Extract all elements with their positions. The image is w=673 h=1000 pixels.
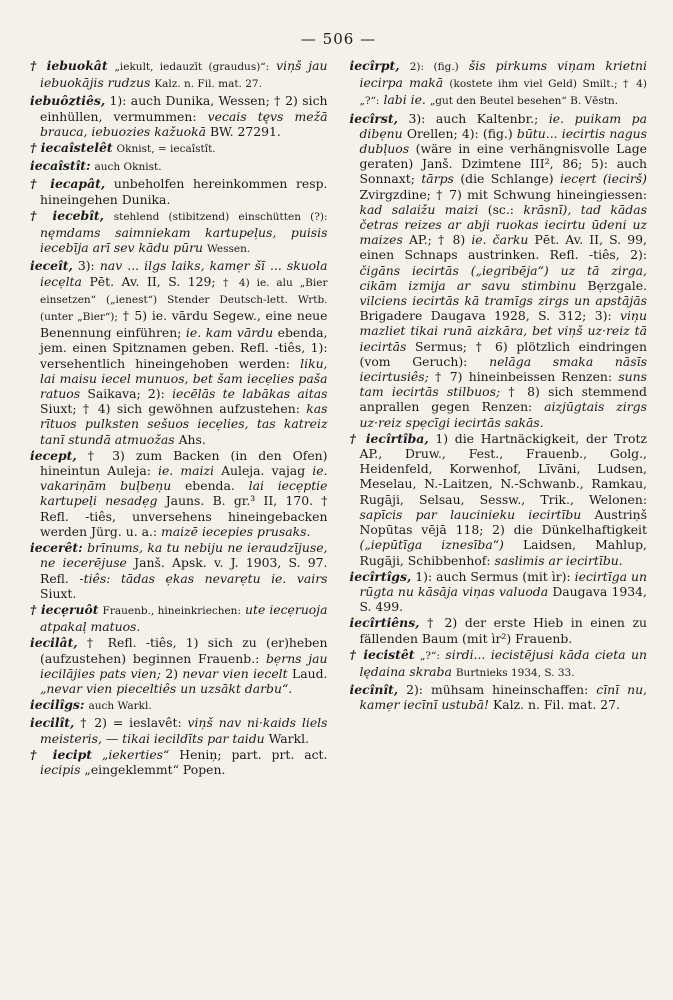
example-text: nav ... ilgs laiks, kamẹr šī ... skuola iecẹlta — [40, 258, 328, 289]
example-text: ie. maizi — [158, 463, 214, 479]
entry-headword: † iecebît, — [30, 207, 104, 223]
definition-text: „eingeklemmt“ Popen. — [84, 761, 226, 777]
example-text: („iepūtīga iznesība“) — [359, 537, 504, 553]
definition-text: Heniņ; part. prt. act. — [179, 746, 328, 762]
definition-text: auch Warkl. — [88, 700, 152, 713]
dictionary-entry — [30, 635, 328, 696]
dictionary-entry — [30, 540, 328, 601]
definition-text: Auleja. vajag — [221, 463, 306, 479]
definition-text: Bẹrzgale. — [587, 277, 647, 293]
example-text: ie. kam vārdu — [185, 325, 274, 341]
definition-text: Saikava; 2): — [87, 386, 165, 402]
example-text: bẹrns jau iecilājies pats vien; — [40, 650, 328, 681]
definition-text: Siuxt. — [40, 585, 77, 601]
example-text: būtu... iecirtis nagus dubļuos — [359, 125, 647, 157]
definition-text: Brigadere Daugava 1928, S. 312; 3): — [359, 308, 612, 324]
entry-headword: iecerêt: — [30, 540, 83, 556]
dictionary-entry — [30, 258, 328, 446]
dictionary-entry — [350, 431, 648, 568]
example-text: nevar vien iecelt — [182, 665, 288, 681]
definition-text: 3): — [77, 258, 95, 274]
entry-headword: ieceît, — [30, 258, 73, 274]
dictionary-entry — [30, 448, 328, 539]
example-text: ie. puikam pa dibẹnu — [359, 110, 647, 141]
dictionary-entry — [350, 111, 648, 430]
dictionary-entry — [350, 647, 648, 681]
example-text: „iekerties“ — [101, 746, 170, 762]
example-text: nelāga smaka nāsīs iecirtusiês; — [359, 353, 647, 385]
definition-text: „gut den Beutel besehen“ B. Vēstn. — [429, 95, 619, 108]
definition-text: Daugava 1934, S. 499. — [359, 583, 647, 615]
entry-headword: † iecaîstelêt — [30, 140, 113, 156]
example-text: viņš nav ni·kaids liels meisteris, — tikai iecildīts par taidu — [40, 715, 328, 746]
example-text: tārps — [421, 171, 454, 187]
entry-headword: † iecapât, — [30, 176, 106, 192]
definition-text: Laidsen, Mahlup, Rugāji, Schibbenhof: — [359, 537, 647, 568]
definition-text: Pēt. Av. II, S. 129; — [89, 273, 216, 289]
definition-text: † 7) hineinbeissen Renzen: — [435, 369, 613, 385]
definition-text: (kostete ihm viel Geld) Smilt.; † 4) „?“: — [359, 78, 647, 108]
definition-text: † 2) der erste Hieb in einen zu fällenden Baum (mit ìr²) Frauenb. — [359, 615, 647, 646]
example-text: lai iecẹptie kartupeļi nesadẹg — [40, 478, 328, 509]
definition-text: 3): auch Kaltenbr.; — [408, 110, 539, 126]
dictionary-entry — [30, 176, 328, 206]
definition-text: unbeholfen hereinkommen resp. hineingehen Dunika. — [40, 176, 328, 207]
example-text: ie. čarku — [471, 232, 529, 248]
definition-text: Frauenb., hineinkriechen: — [102, 604, 241, 617]
definition-text: Ahs. — [178, 431, 206, 447]
definition-text: Sermus; † 6) plötzlich eindringen (vom Geruch): — [359, 338, 647, 369]
definition-text: Zvirgzdine; † 7) mit Schwung hineingiessen: — [359, 186, 647, 202]
definition-text: † 8) sich stemmend anprallen gegen Renzen: — [359, 384, 647, 415]
example-text: viņš jau iebuokājis rudzus — [40, 58, 328, 91]
definition-text: ebenda. — [184, 478, 235, 494]
entry-headword: † iebuokât — [30, 58, 108, 73]
definition-text: (die Schlange) — [460, 171, 554, 187]
right-column — [350, 58, 648, 778]
definition-text: † 4) ie. alu „Bier einsetzen“ („ienest“) Stender Deutsch-lett. Wrtb. (unter „Bier“); — [40, 276, 328, 324]
definition-text: Wessen. — [207, 243, 251, 256]
definition-text: Jauns. B. gr.³ II, 170. † Refl. -tiês, unversehens hineingebacken werden Jürg. u. a.: — [40, 493, 328, 539]
dictionary-entry — [30, 747, 328, 777]
definition-text: 2): mühsam hineinschaffen: — [406, 682, 589, 698]
example-text: ute iecẹruoja atpakaļ matuos. — [40, 601, 328, 635]
example-text: „nevar vien pieceltiês un uzsākt darbu“. — [40, 680, 293, 696]
dictionary-entry — [30, 602, 328, 634]
definition-text: Orellen; 4): (fig.) — [406, 125, 513, 141]
entry-headword: iecept, — [30, 447, 77, 463]
entry-headword: iecilîgs: — [30, 697, 85, 713]
dictionary-entry — [30, 58, 328, 92]
entry-headword: † iecipt — [30, 746, 92, 762]
definition-text: auch Oknist. — [94, 161, 162, 174]
dictionary-entry — [30, 93, 328, 139]
entry-headword: iecîrst, — [349, 110, 398, 126]
definition-text: (wäre in eine verhängnisvolle Lage geraten) Janš. Dzimtene III², 86; 5): auch Sonnaxt; — [359, 141, 647, 187]
definition-text: „iekult, iedauzīt (graudus)“: — [114, 61, 270, 73]
example-text: nęmdams saimniekam kartupeļus, puisis iecebīja arī sev kādu pūru — [40, 225, 328, 256]
dictionary-entry — [30, 208, 328, 258]
example-text: labi ie. — [383, 92, 426, 108]
page-number: — 506 — — [300, 30, 377, 48]
definition-text: Janš. Apsk. v. J. 1903, S. 97. Refl. — [40, 555, 328, 586]
definition-text: 2): (fig.) — [409, 61, 459, 73]
definition-text: Pēt. Av. II, S. 99, einen Schnaps austrinken. Refl. -tiês, 2): — [359, 232, 647, 263]
entry-headword: iebuôztiês, — [30, 93, 106, 109]
example-text: maizē iecepies prusaks. — [161, 523, 311, 539]
entry-headword: iecînît, — [349, 682, 399, 698]
definition-text: 1) die Hartnäckigkeit, der Trotz AP., Druw., Fest., Frauenb., Golg., Heidenfeld, Korwenhof, Līvāni, Ludsen, Meselau, N.-Laitzen, N.-Schwanb., Ramkau, Rugāji, Selsau, Sessw., Trik., Welonen: — [359, 430, 647, 507]
entry-headword: iecaîstît: — [30, 158, 91, 174]
example-text: čigāns iecirtās („iegribēja“) uz tā zirga, cikām izmija ar savu stimbinu — [359, 262, 647, 293]
dictionary-entry — [30, 697, 328, 714]
definition-text: † 5) ie. vārdu Segew., eine neue Benennung einführen; — [40, 308, 328, 341]
example-text: iecipis — [40, 761, 81, 777]
definition-text: Burtnieks 1934, S. 33. — [455, 666, 575, 679]
definition-text: Oknist, = iecaîstît. — [116, 143, 216, 156]
entry-headword: iecîrpt, — [349, 58, 400, 73]
definition-text: AP.; † 8) — [408, 232, 466, 248]
dictionary-entry — [350, 58, 648, 110]
example-text: krāsnī), tad kādas četras reizes ar abji ruokas iecirtu ūdeni uz maizes — [359, 201, 647, 248]
dictionary-entry — [350, 682, 648, 712]
example-text: viņu mazliet tikai runā aizkāra, bet viņš uz·reiz tā iecirtās — [359, 308, 647, 354]
definition-text: Kalz. n. Fil. mat. 27. — [154, 78, 262, 91]
dictionary-entry — [30, 140, 328, 157]
entry-headword: iecîrtiêns, — [349, 615, 420, 631]
definition-text: Siuxt; † 4) sich gewöhnen aufzustehen: — [40, 401, 300, 417]
definition-text: Kalz. n. Fil. mat. 27. — [492, 697, 620, 713]
example-text: -tiês: tādas ẹkas nevarẹtu ie. vairs — [79, 570, 328, 586]
example-text: iecēlās te labākas aitas — [172, 386, 328, 402]
definition-text: Warkl. — [268, 730, 310, 746]
example-text: iecẹrt (iecirš) — [559, 171, 647, 187]
example-text: brīnums, ka tu nebiju ne ieraudzījuse, ne iecerējuse — [40, 540, 328, 571]
left-column — [30, 58, 328, 778]
definition-text: 1): auch Sermus (mit ìr): — [415, 568, 571, 584]
example-text: vecais tęvs mežā brauca, iebuozies kažuokā — [40, 108, 328, 139]
example-text: ie. vakariņām buļbeņu — [40, 463, 328, 494]
definition-text: (sc.: — [487, 201, 514, 217]
example-text: kas rītuos pulksten sešuos iecẹlies, tas katreiz tanī stundā atmuožas — [40, 401, 328, 447]
definition-text: Austriņš Nopūtas vējā 118; 2) die Dünkelhaftigkeit — [359, 506, 647, 538]
definition-text: „?“: — [419, 649, 440, 662]
example-text: saslimis ar iecirtību. — [494, 552, 623, 568]
example-text: sirdi... iecistējusi kāda cieta un lędaina skraba — [359, 646, 647, 679]
entry-headword: iecilât, — [30, 635, 78, 651]
entry-headword: † iecîrtîba, — [349, 430, 429, 446]
example-text: vilciens iecirtās kā tramīgs zirgs un apstājās — [359, 293, 647, 309]
definition-text: † Refl. -tiês, 1) sich zu (er)heben (aufzustehen) beginnen Frauenb.: — [40, 635, 328, 666]
entry-headword: iecilît, — [30, 715, 75, 731]
example-text: kad salaižu maizi — [359, 201, 479, 217]
definition-text: 2) — [165, 665, 179, 681]
example-text: aizjūgtais zirgs uz·reiz spẹcīgi iecirtās sakās. — [359, 399, 647, 430]
example-text: iecirtīga un rūgta nu kāsāja viņas valuoda — [359, 568, 648, 599]
example-text: sapīcis par laucinieku iecirtību — [359, 506, 582, 522]
entry-headword: † iecistêt — [349, 646, 415, 662]
example-text: cīnī nu, kamẹr iecīnī ustubā! — [359, 682, 647, 713]
definition-text: † 3) zum Backen (in den Ofen) hineintun Auleja: — [40, 447, 328, 479]
dictionary-entry — [350, 569, 648, 615]
entry-headword: † iecẹruôt — [30, 601, 99, 617]
definition-text: stehlend (stibitzend) einschütten (?): — [113, 210, 328, 223]
dictionary-entry — [350, 615, 648, 645]
dictionary-entry — [30, 158, 328, 175]
dictionary-entry — [30, 715, 328, 745]
example-text: liku, lai maisu iecel munuos, bet šam iecẹlies paša ratuos — [40, 355, 328, 402]
definition-text: 1): auch Dunika, Wessen; † 2) sich einhüllen, vermummen: — [40, 93, 328, 124]
definition-text: † 2) = ieslavêt: — [80, 715, 182, 731]
columns — [30, 58, 647, 778]
definition-text: Laud. — [292, 665, 328, 681]
entry-headword: iecîrtîgs, — [349, 568, 412, 584]
definition-text: ebenda, jem. einen Spitznamen geben. Refl. -tiês, 1): versehentlich hineingehoben werden: — [40, 325, 328, 371]
definition-text: BW. 27291. — [209, 123, 281, 139]
example-text: suns tam iecirtās stilbuos; — [359, 369, 647, 400]
example-text: šis pirkums viņam krietni iecirpa makā — [359, 58, 647, 91]
